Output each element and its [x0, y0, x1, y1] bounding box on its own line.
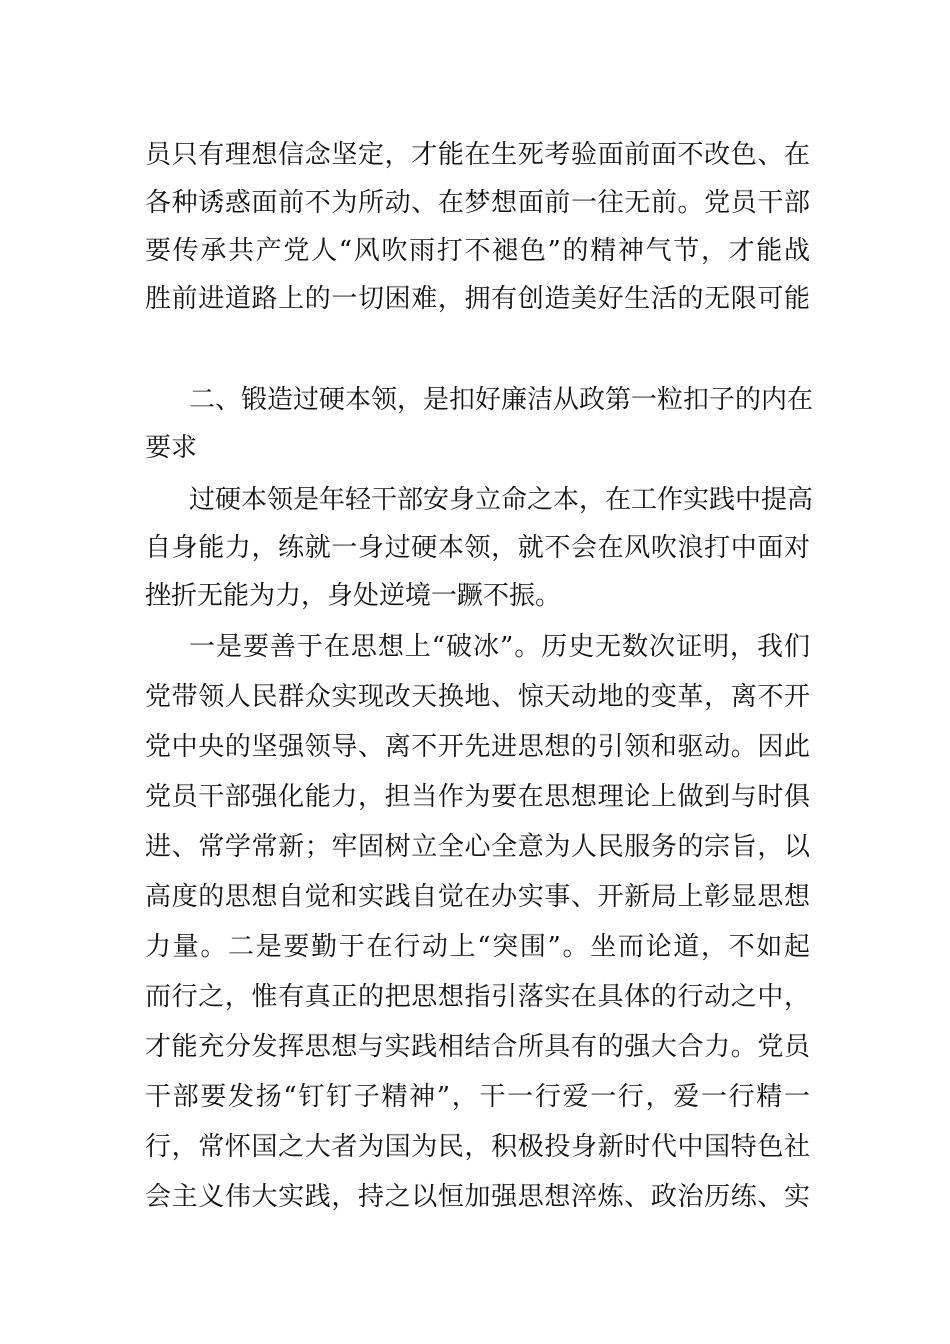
- text-line: 会主义伟大实践，持之以恒加强思想淬炼、政治历练、实: [145, 1182, 810, 1212]
- text-line: 而行之，惟有真正的把思想指引落实在具体的行动之中，: [145, 982, 810, 1012]
- text-line: 党中央的坚强领导、离不开先进思想的引领和驱动。因此: [145, 732, 810, 762]
- text-line: 挫折无能为力，身处逆境一蹶不振。: [145, 581, 562, 611]
- text-line: 自身能力，练就一身过硬本领，就不会在风吹浪打中面对: [145, 533, 810, 563]
- section-heading-continuation: 要求: [145, 433, 198, 463]
- section-heading: 二、锻造过硬本领，是扣好廉洁从政第一粒扣子的内在: [189, 385, 814, 415]
- text-line: 才能充分发挥思想与实践相结合所具有的强大合力。党员: [145, 1032, 810, 1062]
- paragraph-first-line: 一是要善于在思想上“破冰”。历史无数次证明，我们: [189, 632, 810, 662]
- text-line: 力量。二是要勤于在行动上“突围”。坐而论道，不如起: [145, 932, 810, 962]
- text-line: 各种诱惑面前不为所动、在梦想面前一往无前。党员干部: [145, 188, 810, 218]
- text-line: 要传承共产党人“风吹雨打不褪色”的精神气节，才能战: [145, 236, 810, 266]
- text-line: 党带领人民群众实现改天换地、惊天动地的变革，离不开: [145, 682, 810, 712]
- text-line: 员只有理想信念坚定，才能在生死考验面前面不改色、在: [145, 140, 810, 170]
- text-line: 高度的思想自觉和实践自觉在办实事、开新局上彰显思想: [145, 882, 810, 912]
- text-line: 行，常怀国之大者为国为民，积极投身新时代中国特色社: [145, 1132, 810, 1162]
- text-line: 胜前进道路上的一切困难，拥有创造美好生活的无限可能: [145, 284, 810, 314]
- text-line: 党员干部强化能力，担当作为要在思想理论上做到与时俱: [145, 782, 810, 812]
- text-line: 干部要发扬“钉钉子精神”，干一行爱一行，爱一行精一: [145, 1082, 810, 1112]
- paragraph-first-line: 过硬本领是年轻干部安身立命之本，在工作实践中提高: [189, 485, 814, 515]
- text-line: 进、常学常新；牢固树立全心全意为人民服务的宗旨，以: [145, 832, 810, 862]
